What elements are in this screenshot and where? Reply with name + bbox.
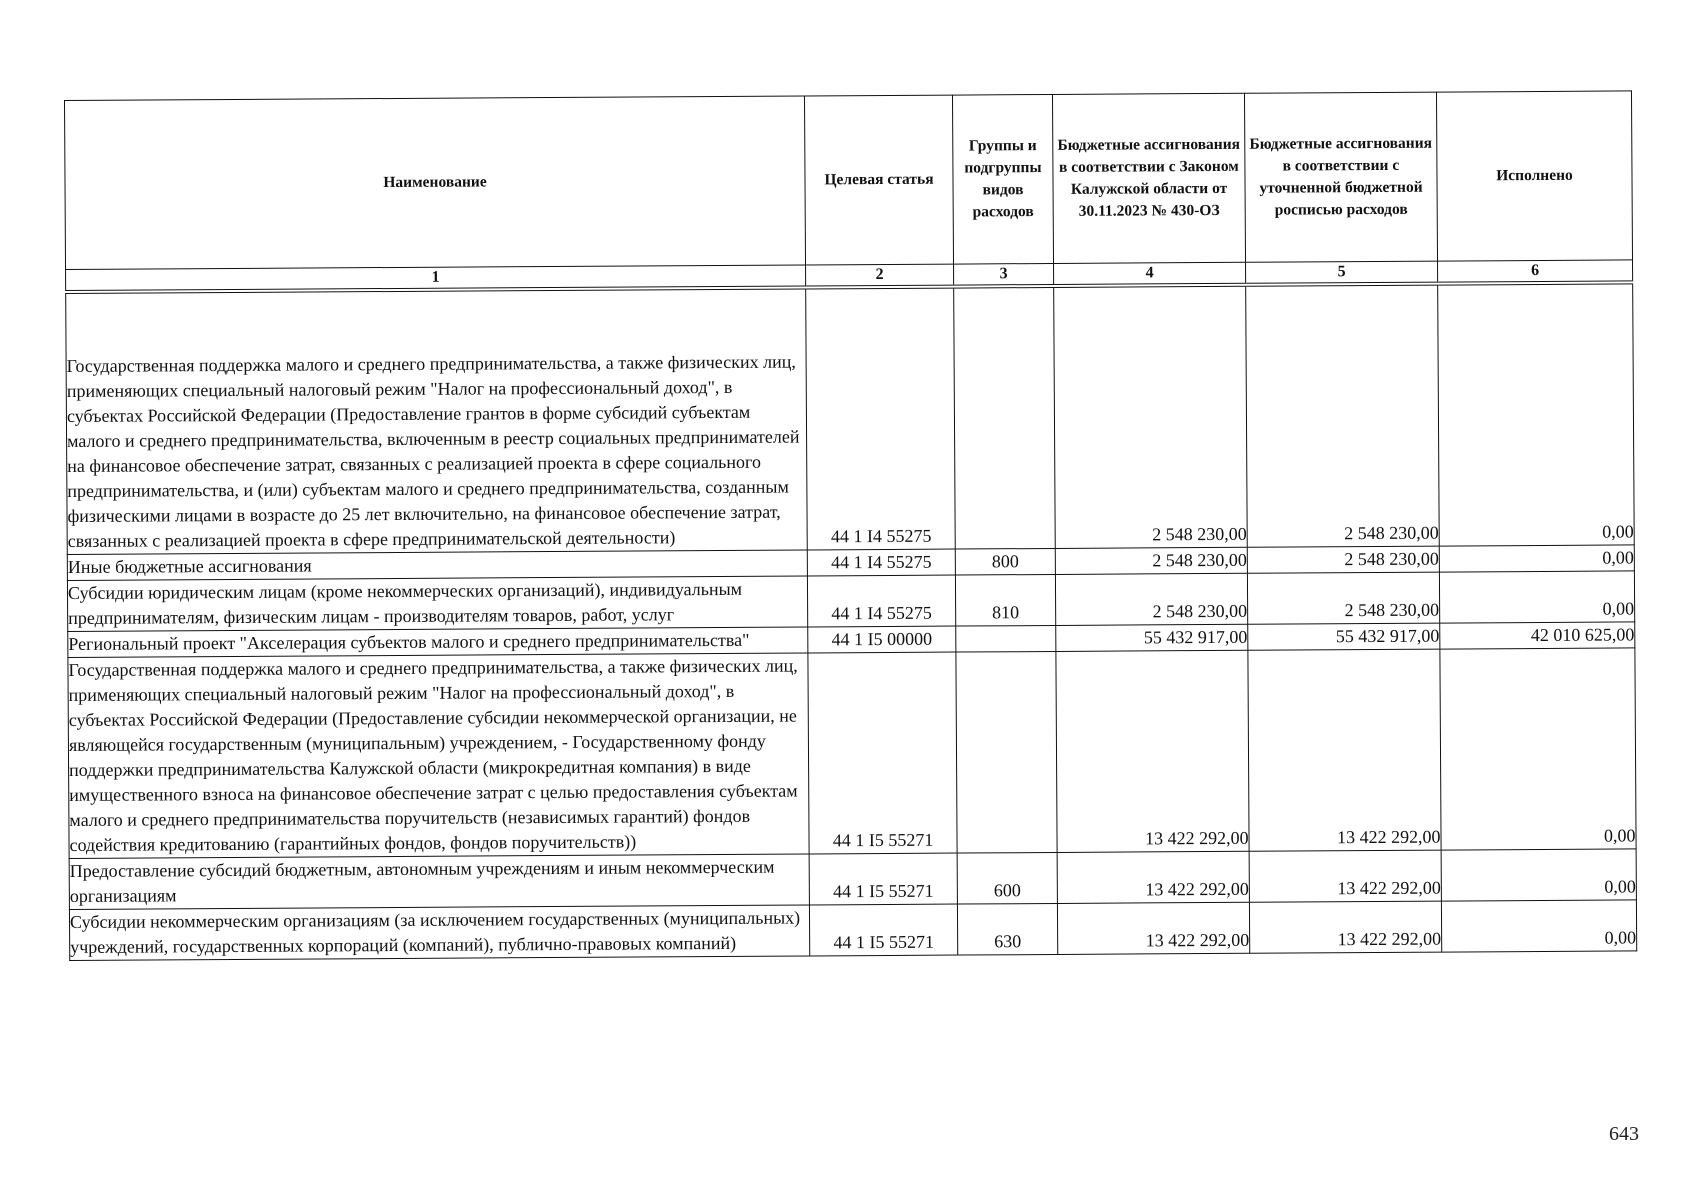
row-refined-amount: 13 422 292,00 [1248,649,1441,851]
header-law-allocations: Бюджетные ассигнования в соответствии с Законом Калужской области от 30.11.2023 № 430-ОЗ [1052,93,1245,263]
row-refined-amount: 13 422 292,00 [1249,901,1441,953]
row-name: Государственная поддержка малого и среднего предпринимательства, а также физических лиц, применяющих специальный налоговый режим "Налог на профессиональный доход", в субъектах Российской Федерации (Предоставление грантов в форме субсидий субъектам малого и среднего предпринимательства, включенным в реестр социальных предпринимателей на финансовое обеспечение затрат, связанных с реализацией проекта в сфере социального предпринимательства, и (или) субъектам малого и среднего предпринимательства, созданным физическими лицами в возрасте до 25 лет включительно, на финансовое обеспечение затрат, связанных с реализацией проекта в сфере предпринимательской деятельности) [66,287,808,554]
row-law-amount: 55 432 917,00 [1056,624,1248,651]
header-executed: Исполнено [1436,91,1632,261]
table-row [69,900,1636,961]
column-number: 6 [1438,260,1633,284]
header-name: Наименование [65,96,806,270]
column-number: 5 [1246,261,1438,285]
row-refined-amount: 55 432 917,00 [1248,623,1440,650]
budget-table [64,90,1637,961]
row-target-code: 44 1 I5 55271 [809,904,957,956]
row-executed-amount: 0,00 [1439,571,1634,623]
row-refined-amount: 2 548 230,00 [1247,546,1439,573]
row-target-code: 44 1 I5 00000 [808,626,956,653]
row-refined-amount: 13 422 292,00 [1249,850,1441,902]
row-law-amount: 2 548 230,00 [1055,573,1247,625]
row-law-amount: 13 422 292,00 [1057,851,1249,903]
row-executed-amount: 0,00 [1438,282,1635,546]
column-number: 3 [954,263,1054,286]
row-target-code: 44 1 I5 55271 [808,652,957,854]
row-expense-group [956,651,1057,853]
row-expense-group [956,625,1056,652]
column-number: 1 [66,265,806,292]
page-number: 643 [1609,1123,1639,1145]
row-target-code: 44 1 I4 55275 [807,575,955,627]
row-expense-group: 600 [957,852,1057,904]
table-row [68,648,1636,859]
column-number: 4 [1054,262,1246,286]
header-refined-allocations: Бюджетные ассигнования в соответствии с уточненной бюджетной росписью расходов [1244,92,1437,262]
row-law-amount: 2 548 230,00 [1055,547,1247,574]
column-number: 2 [806,264,954,287]
row-name: Иные бюджетные ассигнования [67,550,807,581]
row-name: Субсидии некоммерческим организациям (за исключением государственных (муниципальных) учреждений, государственных корпораций (компаний), публично-правовых компаний) [69,905,809,961]
row-executed-amount: 0,00 [1441,849,1636,901]
row-refined-amount: 2 548 230,00 [1247,572,1439,624]
row-executed-amount: 0,00 [1440,648,1636,850]
row-executed-amount: 42 010 625,00 [1440,622,1635,649]
row-executed-amount: 0,00 [1441,900,1636,952]
row-law-amount: 13 422 292,00 [1057,902,1249,954]
row-refined-amount: 2 548 230,00 [1246,284,1440,548]
row-target-code: 44 1 I4 55275 [807,549,955,576]
row-name: Предоставление субсидий бюджетным, автономным учреждениям и иным некоммерческим организациям [69,854,809,910]
table-row [67,571,1634,632]
row-law-amount: 13 422 292,00 [1056,650,1249,852]
row-name: Региональный проект "Акселерация субъектов малого и среднего предпринимательства" [68,627,808,658]
row-name: Субсидии юридическим лицам (кроме некоммерческих организаций), индивидуальным предпринимателям, физическим лицам - производителям товаров, работ, услуг [67,576,807,632]
header-expense-groups: Группы и подгруппы видов расходов [952,94,1053,264]
row-target-code: 44 1 I4 55275 [806,287,956,550]
row-expense-group [954,286,1056,549]
row-expense-group: 630 [957,903,1057,955]
row-target-code: 44 1 I5 55271 [809,853,957,905]
header-row [65,91,1633,270]
table-row [69,849,1636,910]
row-expense-group: 810 [955,574,1055,626]
row-expense-group: 800 [955,548,1055,575]
table-row [66,282,1635,554]
row-name: Государственная поддержка малого и среднего предпринимательства, а также физических лиц, применяющих специальный налоговый режим "Налог на профессиональный доход", в субъектах Российской Федерации (Предоставление субсидии некоммерческой организации, не являющейся государственным (муниципальным) учреждением, - Государственному фонду поддержки предпринимательства Калужской области (микрокредитная компания) в виде имущественного взноса на финансовое обеспечение затрат с целью предоставления субъектам малого и среднего предпринимательства поручительств (независимых гарантий) фондов содействия кредитованию (гарантийных фондов, фондов поручительств)) [68,653,809,859]
row-executed-amount: 0,00 [1439,545,1634,572]
header-target-article: Целевая статья [804,95,953,265]
row-law-amount: 2 548 230,00 [1054,285,1248,549]
